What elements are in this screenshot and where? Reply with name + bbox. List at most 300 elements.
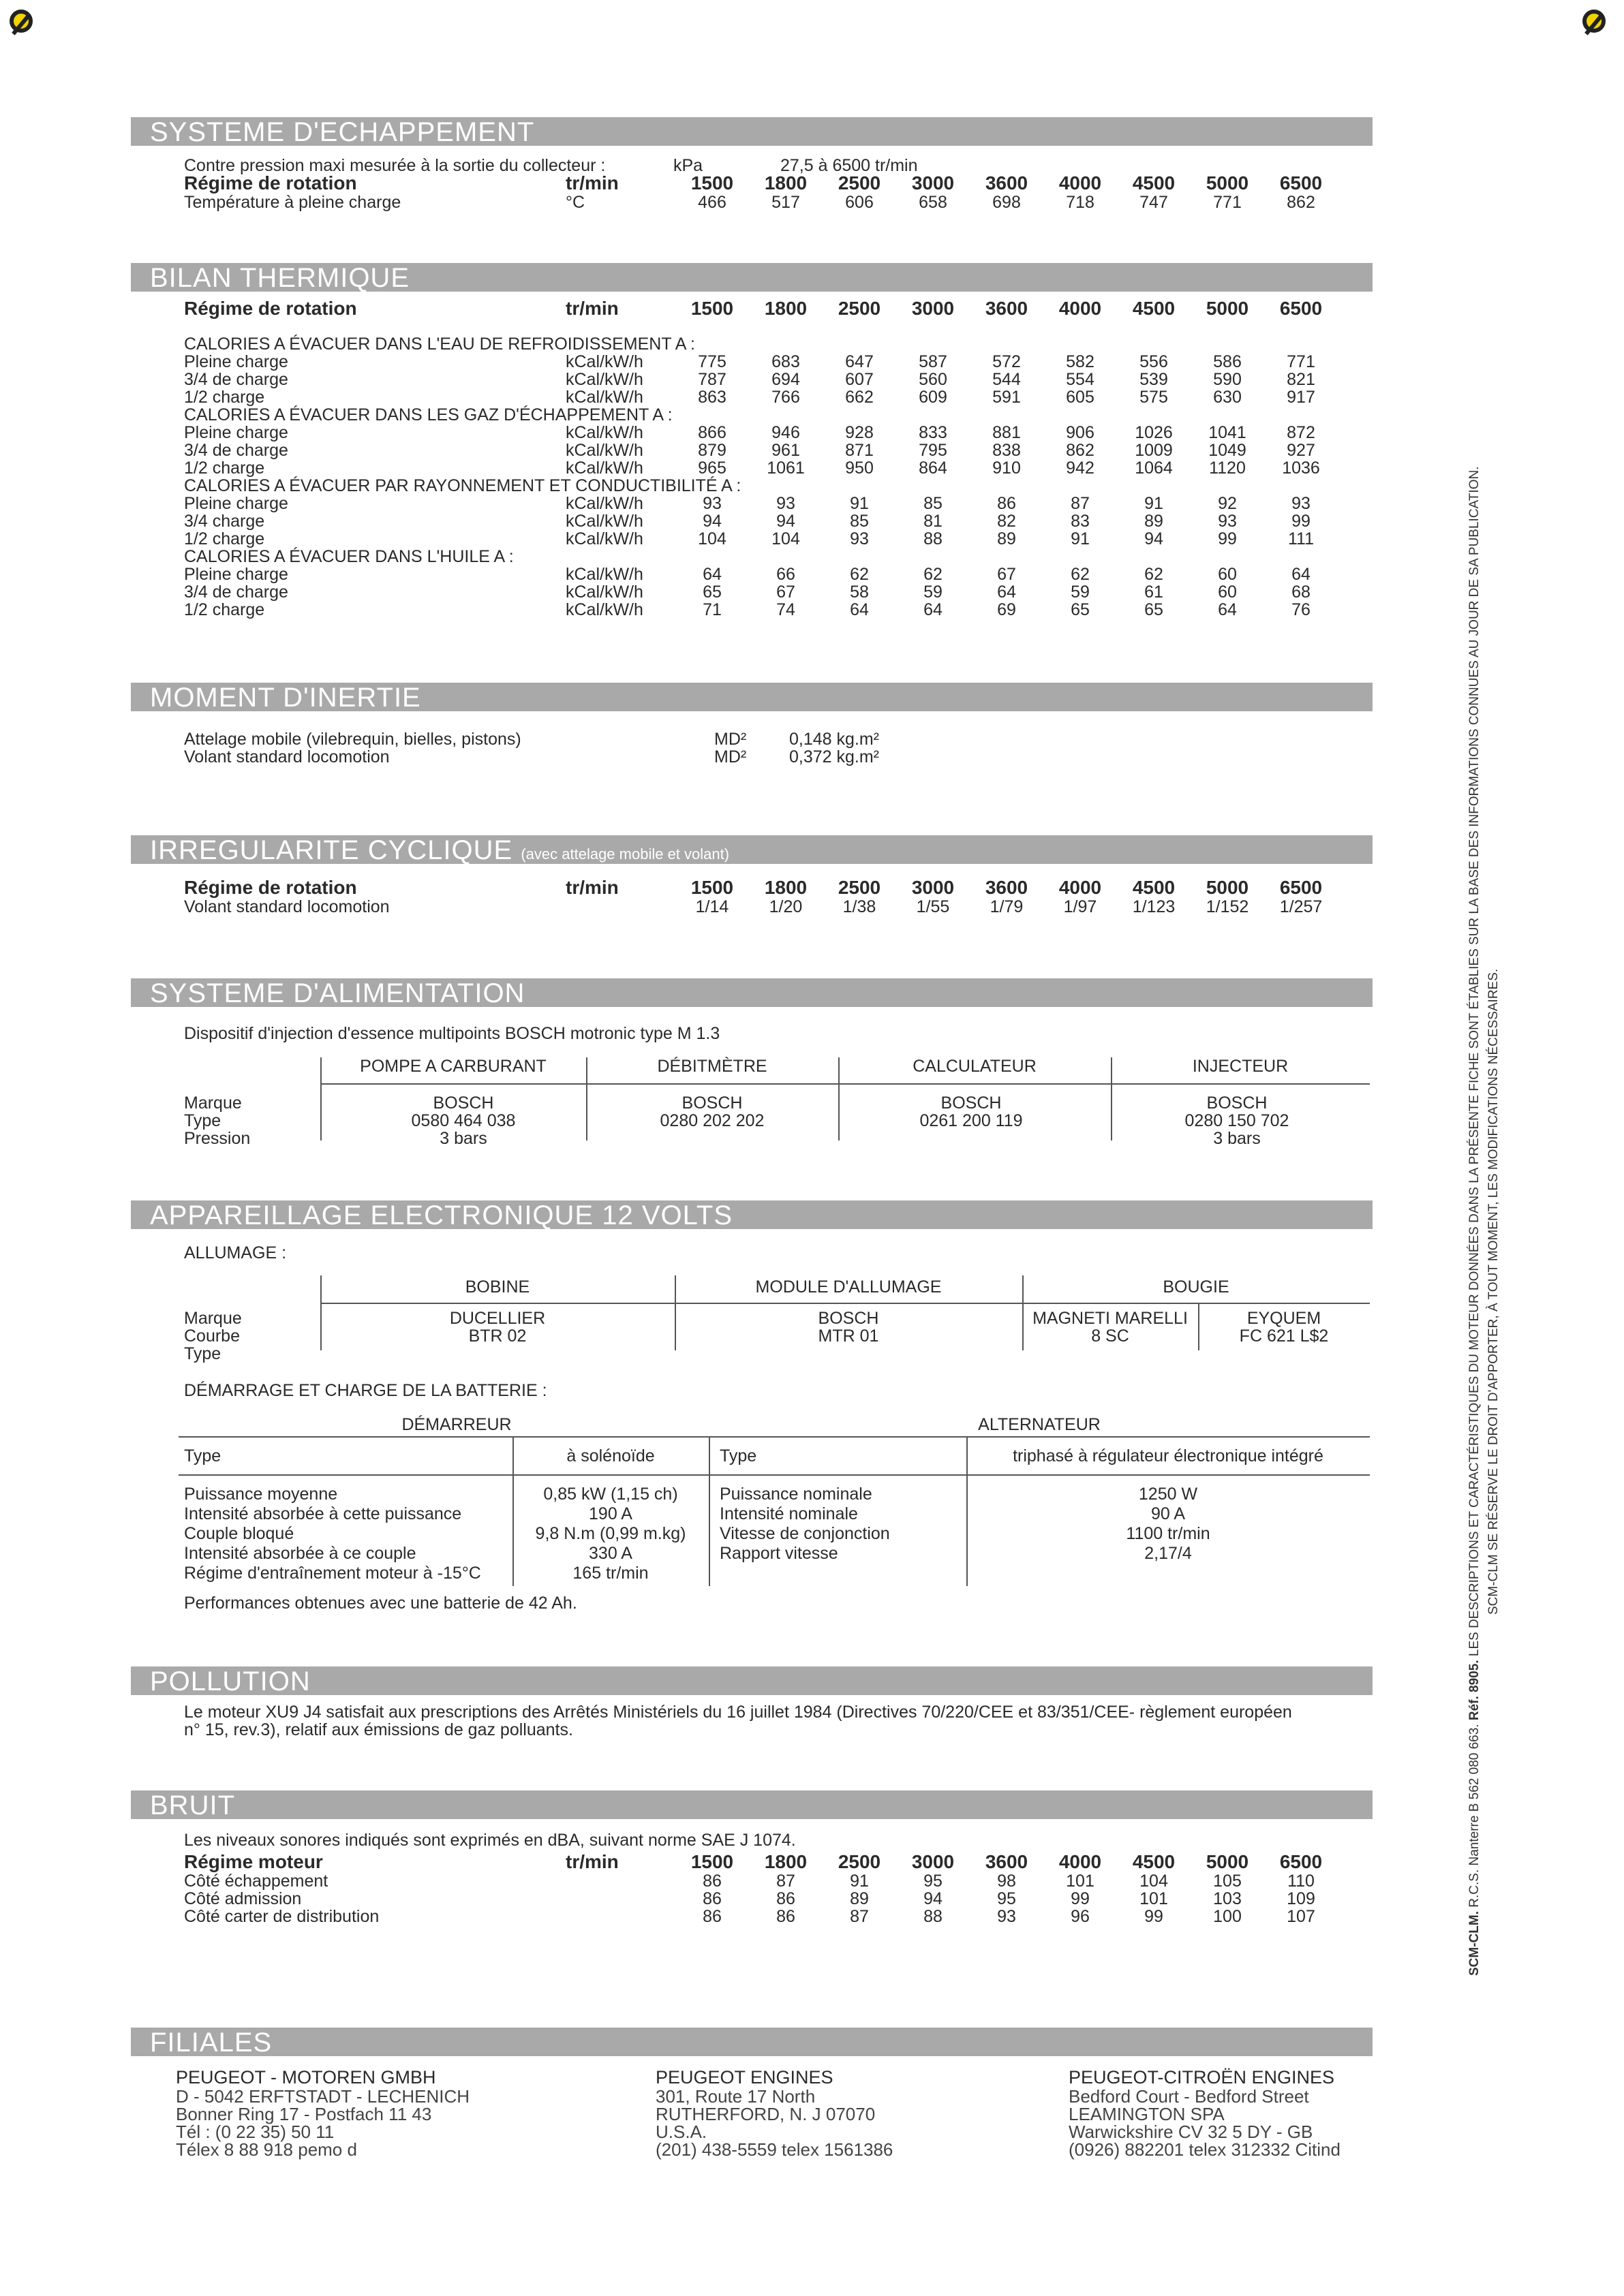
alternator-type-value: triphasé à régulateur électronique intégré — [1013, 1446, 1323, 1465]
temp-value: 466 — [698, 193, 726, 212]
thermal-row-label: Pleine charge — [184, 565, 288, 584]
thermal-value: 87 — [1071, 494, 1090, 513]
thermal-group-title: CALORIES A ÉVACUER DANS LES GAZ D'ÉCHAPPEMENT A : — [184, 405, 673, 424]
thermal-unit: kCal/kW/h — [566, 512, 643, 531]
thermal-value: 59 — [923, 583, 943, 602]
thermal-value: 575 — [1139, 388, 1168, 407]
rpm-value: 6500 — [1279, 172, 1323, 193]
alternator-row-value: 2,17/4 — [1144, 1544, 1192, 1563]
thermal-value: 1009 — [1135, 441, 1173, 460]
temp-value: 718 — [1066, 193, 1094, 212]
inertia-unit: MD² — [714, 730, 747, 749]
irregularity-value: 1/152 — [1206, 897, 1249, 916]
fuel-cell: 0280 202 202 — [660, 1111, 765, 1130]
rpm-value: 4500 — [1132, 877, 1176, 898]
section-title-main: IRREGULARITE CYCLIQUE — [150, 835, 513, 865]
thermal-value: 605 — [1066, 388, 1094, 407]
thermal-row-label: Pleine charge — [184, 423, 288, 442]
thermal-value: 99 — [1291, 512, 1311, 531]
rpm-value: 5000 — [1206, 172, 1249, 193]
thermal-value: 872 — [1287, 423, 1315, 442]
thermal-value: 61 — [1144, 583, 1163, 602]
ignition-row-label: Courbe — [184, 1327, 240, 1346]
section-subtitle: (avec attelage mobile et volant) — [521, 846, 730, 863]
starter-type-value: à solénoïde — [566, 1446, 655, 1465]
thermal-value: 64 — [1218, 600, 1237, 619]
rpm-value: 2500 — [838, 877, 881, 898]
thermal-value: 62 — [850, 565, 869, 584]
rpm-value: 3600 — [985, 877, 1028, 898]
rpm-value: 3000 — [911, 877, 955, 898]
alternator-row-label: Vitesse de conjonction — [720, 1524, 890, 1543]
rpm-value: 3000 — [911, 1851, 955, 1872]
temp-value: 698 — [992, 193, 1021, 212]
thermal-value: 65 — [1071, 600, 1090, 619]
thermal-value: 99 — [1218, 529, 1237, 548]
rpm-value: 6500 — [1279, 1851, 1323, 1872]
noise-value: 110 — [1287, 1872, 1315, 1891]
starter-row-label: Régime d'entraînement moteur à -15°C — [184, 1564, 481, 1583]
rpm-value: 1500 — [690, 877, 734, 898]
section-bar-noise — [131, 1790, 1373, 1819]
thermal-value: 88 — [923, 529, 943, 548]
rpm-value: 5000 — [1206, 1851, 1249, 1872]
thermal-unit: kCal/kW/h — [566, 529, 643, 548]
irregularity-value: 1/20 — [769, 897, 803, 916]
fuel-header: INJECTEUR — [1192, 1057, 1289, 1076]
regime-label: Régime moteur — [184, 1851, 323, 1872]
thermal-value: 586 — [1213, 352, 1242, 371]
fuel-header: DÉBITMÈTRE — [657, 1057, 767, 1076]
rpm-value: 4500 — [1132, 172, 1176, 193]
thermal-value: 683 — [771, 352, 800, 371]
thermal-row-label: 3/4 de charge — [184, 441, 288, 460]
thermal-value: 942 — [1066, 459, 1094, 478]
fuel-row-label: Pression — [184, 1129, 251, 1148]
thermal-value: 65 — [1144, 600, 1163, 619]
inertia-value: 0,148 kg.m² — [789, 730, 880, 749]
noise-value: 87 — [776, 1872, 795, 1891]
section-bar-inertia — [131, 683, 1373, 711]
subsidiary-line: (0926) 882201 telex 312332 Citind — [1069, 2139, 1340, 2160]
inertia-value: 0,372 kg.m² — [789, 747, 880, 766]
thermal-value: 64 — [703, 565, 722, 584]
noise-value: 101 — [1139, 1889, 1168, 1908]
noise-value: 93 — [997, 1907, 1016, 1926]
section-bar-subsidiaries — [131, 2028, 1373, 2056]
noise-row-label: Côté admission — [184, 1889, 302, 1908]
thermal-unit: kCal/kW/h — [566, 600, 643, 619]
thermal-value: 609 — [919, 388, 947, 407]
rpm-value: 5000 — [1206, 877, 1249, 898]
fuel-header: CALCULATEUR — [913, 1057, 1037, 1076]
subsidiary-line: Tél : (0 22 35) 50 11 — [176, 2122, 335, 2142]
rpm-value: 4000 — [1058, 298, 1102, 319]
thermal-value: 950 — [845, 459, 874, 478]
rpm-value: 2500 — [838, 1851, 881, 1872]
thermal-value: 62 — [1071, 565, 1090, 584]
alternator-title: ALTERNATEUR — [978, 1415, 1101, 1434]
thermal-value: 92 — [1218, 494, 1237, 513]
noise-value: 105 — [1213, 1872, 1242, 1891]
subsidiary-line: (201) 438-5559 telex 1561386 — [656, 2139, 893, 2160]
ignition-header-rule — [320, 1303, 1370, 1304]
thermal-value: 1026 — [1135, 423, 1173, 442]
thermal-value: 64 — [850, 600, 869, 619]
inertia-unit: MD² — [714, 747, 747, 766]
rpm-value: 6500 — [1279, 298, 1323, 319]
thermal-row-label: 1/2 charge — [184, 459, 265, 478]
starter-row-label: Couple bloqué — [184, 1524, 294, 1543]
thermal-value: 607 — [845, 370, 874, 389]
rpm-value: 6500 — [1279, 877, 1323, 898]
rpm-value: 3600 — [985, 1851, 1028, 1872]
rpm-value: 1500 — [690, 1851, 734, 1872]
fuel-cell: BOSCH — [940, 1093, 1002, 1113]
noise-value: 99 — [1071, 1889, 1090, 1908]
section-bar-electrical — [131, 1200, 1373, 1229]
subsidiary-name: PEUGEOT - MOTOREN GMBH — [176, 2067, 436, 2088]
rpm-value: 5000 — [1206, 298, 1249, 319]
noise-value: 98 — [997, 1872, 1016, 1891]
side-note-text: LES DESCRIPTIONS ET CARACTÉRISTIQUES DU MOTEUR DONNÉES DANS LA PRÉSENTE FICHE SONT ÉTABLIES SUR LA BASE DES INFORMATIONS CONNUES AU JOUR DE SA PUBLICATION. — [1467, 466, 1482, 1657]
thermal-group-title: CALORIES A ÉVACUER PAR RAYONNEMENT ET CONDUCTIBILITÉ A : — [184, 476, 741, 495]
charge-top-rule — [179, 1436, 1370, 1438]
thermal-value: 82 — [997, 512, 1016, 531]
thermal-value: 91 — [850, 494, 869, 513]
thermal-value: 838 — [992, 441, 1021, 460]
noise-value: 99 — [1144, 1907, 1163, 1926]
rpm-value: 4000 — [1058, 877, 1102, 898]
temp-value: 606 — [845, 193, 874, 212]
regime-unit: tr/min — [566, 298, 619, 319]
thermal-value: 590 — [1213, 370, 1242, 389]
corner-mark-icon — [1582, 10, 1606, 33]
thermal-value: 76 — [1291, 600, 1311, 619]
regime-unit: tr/min — [566, 1851, 619, 1872]
subsidiary-line: Bedford Court - Bedford Street — [1069, 2086, 1309, 2107]
thermal-value: 67 — [997, 565, 1016, 584]
alternator-row-value: 1250 W — [1138, 1485, 1198, 1504]
section-bar-pollution — [131, 1666, 1373, 1695]
noise-value: 101 — [1066, 1872, 1094, 1891]
irregularity-value: 1/79 — [990, 897, 1024, 916]
irregularity-value: 1/123 — [1132, 897, 1176, 916]
regime-label: Régime de rotation — [184, 298, 357, 319]
thermal-row-label: Pleine charge — [184, 352, 288, 371]
irregularity-value: 1/14 — [695, 897, 729, 916]
temp-value: 517 — [771, 193, 800, 212]
thermal-value: 94 — [1144, 529, 1163, 548]
thermal-value: 771 — [1287, 352, 1315, 371]
thermal-value: 89 — [1144, 512, 1163, 531]
starter-row-label: Intensité absorbée à cette puissance — [184, 1504, 462, 1523]
thermal-value: 591 — [992, 388, 1021, 407]
thermal-value: 93 — [776, 494, 795, 513]
subsidiary-line: 301, Route 17 North — [656, 2086, 816, 2107]
thermal-value: 928 — [845, 423, 874, 442]
section-title: SYSTEME D'ECHAPPEMENT — [150, 117, 535, 147]
noise-value: 100 — [1213, 1907, 1242, 1926]
thermal-row-label: 1/2 charge — [184, 388, 265, 407]
starter-row-value: 0,85 kW (1,15 ch) — [543, 1485, 678, 1504]
thermal-row-label: 3/4 charge — [184, 512, 265, 531]
rpm-value: 4500 — [1132, 1851, 1176, 1872]
alternator-type-label: Type — [720, 1446, 757, 1465]
battery-note: Performances obtenues avec une batterie de 42 Ah. — [184, 1594, 577, 1613]
irregularity-value: 1/38 — [842, 897, 876, 916]
thermal-value: 86 — [997, 494, 1016, 513]
thermal-value: 93 — [850, 529, 869, 548]
noise-value: 86 — [776, 1889, 795, 1908]
ignition-header: BOBINE — [465, 1277, 530, 1297]
thermal-row-label: 3/4 de charge — [184, 583, 288, 602]
ignition-cell: EYQUEM — [1246, 1309, 1321, 1328]
thermal-value: 85 — [850, 512, 869, 531]
regime-unit: tr/min — [566, 172, 619, 193]
subsidiary-name: PEUGEOT-CITROËN ENGINES — [1069, 2067, 1335, 2088]
section-bar-exhaust — [131, 117, 1373, 146]
thermal-value: 946 — [771, 423, 800, 442]
thermal-value: 864 — [919, 459, 947, 478]
thermal-value: 60 — [1218, 565, 1237, 584]
irregularity-label: Volant standard locomotion — [184, 897, 390, 916]
side-note-brand: SCM-CLM. — [1467, 1911, 1482, 1976]
thermal-value: 1036 — [1282, 459, 1320, 478]
thermal-value: 572 — [992, 352, 1021, 371]
ignition-cell: MTR 01 — [818, 1327, 879, 1346]
thermal-unit: kCal/kW/h — [566, 565, 643, 584]
thermal-value: 93 — [703, 494, 722, 513]
starter-row-value: 165 tr/min — [572, 1564, 649, 1583]
thermal-value: 58 — [850, 583, 869, 602]
pollution-text-line2: n° 15, rev.3), relatif aux émissions de gaz polluants. — [184, 1720, 573, 1739]
thermal-value: 81 — [923, 512, 943, 531]
thermal-value: 917 — [1287, 388, 1315, 407]
ignition-cell: MAGNETI MARELLI — [1032, 1309, 1188, 1328]
thermal-value: 65 — [703, 583, 722, 602]
starter-row-value: 190 A — [589, 1504, 632, 1523]
ignition-label: ALLUMAGE : — [184, 1243, 287, 1262]
noise-value: 87 — [850, 1907, 869, 1926]
thermal-value: 766 — [771, 388, 800, 407]
thermal-value: 556 — [1139, 352, 1168, 371]
alternator-row-label: Intensité nominale — [720, 1504, 858, 1523]
side-note-rcs: R.C.S. Nanterre B 562 080 663. — [1467, 1724, 1482, 1908]
starter-type-label: Type — [184, 1446, 221, 1465]
thermal-value: 94 — [703, 512, 722, 531]
thermal-value: 68 — [1291, 583, 1311, 602]
thermal-value: 91 — [1144, 494, 1163, 513]
thermal-value: 662 — [845, 388, 874, 407]
thermal-value: 1064 — [1135, 459, 1173, 478]
thermal-value: 64 — [923, 600, 943, 619]
thermal-value: 965 — [698, 459, 726, 478]
temp-value: 771 — [1213, 193, 1242, 212]
backpressure-value: 27,5 à 6500 tr/min — [780, 156, 918, 175]
noise-value: 86 — [703, 1889, 722, 1908]
temp-value: 747 — [1139, 193, 1168, 212]
fuel-header-rule — [320, 1083, 1370, 1085]
thermal-value: 795 — [919, 441, 947, 460]
rpm-value: 1800 — [764, 172, 808, 193]
thermal-value: 1049 — [1208, 441, 1246, 460]
thermal-value: 85 — [923, 494, 943, 513]
corner-mark-icon — [10, 10, 33, 33]
temp-value: 862 — [1287, 193, 1315, 212]
thermal-group-title: CALORIES A ÉVACUER DANS L'EAU DE REFROIDISSEMENT A : — [184, 335, 695, 354]
subsidiary-line: U.S.A. — [656, 2122, 707, 2142]
starter-title: DÉMARREUR — [401, 1415, 512, 1434]
rpm-value: 2500 — [838, 298, 881, 319]
ignition-header: MODULE D'ALLUMAGE — [755, 1277, 942, 1297]
noise-value: 91 — [850, 1872, 869, 1891]
thermal-value: 1041 — [1208, 423, 1246, 442]
subsidiary-name: PEUGEOT ENGINES — [656, 2067, 833, 2088]
side-note-ref: Réf. 8905. — [1467, 1660, 1482, 1721]
ignition-cell: 8 SC — [1091, 1327, 1129, 1346]
section-title: SYSTEME D'ALIMENTATION — [150, 978, 525, 1008]
section-title: MOMENT D'INERTIE — [150, 683, 421, 713]
charge-col-rule — [709, 1436, 710, 1586]
start-charge-label: DÉMARRAGE ET CHARGE DE LA BATTERIE : — [184, 1381, 547, 1400]
fuel-intro: Dispositif d'injection d'essence multipoints BOSCH motronic type M 1.3 — [184, 1024, 720, 1043]
section-title: FILIALES — [150, 2028, 273, 2058]
ignition-cell: FC 621 L$2 — [1239, 1327, 1329, 1346]
regime-label: Régime de rotation — [184, 877, 357, 898]
thermal-row-label: Pleine charge — [184, 494, 288, 513]
noise-value: 86 — [776, 1907, 795, 1926]
fuel-cell: 0261 200 119 — [919, 1111, 1023, 1130]
thermal-unit: kCal/kW/h — [566, 441, 643, 460]
starter-row-value: 330 A — [589, 1544, 632, 1563]
alternator-row-label: Rapport vitesse — [720, 1544, 838, 1563]
rpm-value: 4000 — [1058, 172, 1102, 193]
side-note-line1 — [1465, 375, 1484, 1976]
thermal-value: 91 — [1071, 529, 1090, 548]
thermal-value: 94 — [776, 512, 795, 531]
ignition-cell: DUCELLIER — [449, 1309, 546, 1328]
thermal-value: 582 — [1066, 352, 1094, 371]
ignition-row-label: Marque — [184, 1309, 242, 1328]
irregularity-value: 1/257 — [1279, 897, 1323, 916]
thermal-value: 64 — [997, 583, 1016, 602]
starter-row-label: Puissance moyenne — [184, 1485, 338, 1504]
ignition-cell: BOSCH — [818, 1309, 879, 1328]
thermal-value: 1061 — [767, 459, 805, 478]
thermal-row-label: 3/4 de charge — [184, 370, 288, 389]
thermal-value: 69 — [997, 600, 1016, 619]
rpm-value: 1500 — [690, 298, 734, 319]
noise-value: 109 — [1287, 1889, 1315, 1908]
thermal-unit: kCal/kW/h — [566, 459, 643, 478]
thermal-value: 62 — [923, 565, 943, 584]
thermal-value: 71 — [703, 600, 722, 619]
thermal-value: 910 — [992, 459, 1021, 478]
fuel-cell: 3 bars — [440, 1129, 487, 1148]
ignition-cell: BTR 02 — [468, 1327, 527, 1346]
noise-value: 107 — [1287, 1907, 1315, 1926]
thermal-value: 833 — [919, 423, 947, 442]
section-title: BILAN THERMIQUE — [150, 263, 410, 293]
rpm-value: 4500 — [1132, 298, 1176, 319]
thermal-value: 863 — [698, 388, 726, 407]
section-title: BRUIT — [150, 1790, 235, 1820]
starter-row-label: Intensité absorbée à ce couple — [184, 1544, 416, 1563]
thermal-value: 881 — [992, 423, 1021, 442]
thermal-value: 104 — [771, 529, 800, 548]
thermal-value: 62 — [1144, 565, 1163, 584]
temp-value: 658 — [919, 193, 947, 212]
thermal-value: 866 — [698, 423, 726, 442]
noise-row-label: Côté carter de distribution — [184, 1907, 380, 1926]
fuel-cell: 3 bars — [1213, 1129, 1261, 1148]
charge-type-rule — [179, 1474, 1370, 1476]
thermal-value: 93 — [1291, 494, 1311, 513]
thermal-row-label: 1/2 charge — [184, 529, 265, 548]
thermal-row-label: 1/2 charge — [184, 600, 265, 619]
thermal-value: 59 — [1071, 583, 1090, 602]
thermal-value: 862 — [1066, 441, 1094, 460]
irregularity-value: 1/97 — [1063, 897, 1097, 916]
fuel-row-label: Marque — [184, 1093, 242, 1113]
noise-value: 89 — [850, 1889, 869, 1908]
pollution-text-line1: Le moteur XU9 J4 satisfait aux prescriptions des Arrêtés Ministériels du 16 juillet 1984 (Directives 70/220/CEE et 83/351/CEE- règlement européen — [184, 1703, 1292, 1722]
rpm-value: 3000 — [911, 172, 955, 193]
thermal-value: 89 — [997, 529, 1016, 548]
thermal-unit: kCal/kW/h — [566, 423, 643, 442]
rpm-value: 1500 — [690, 172, 734, 193]
rpm-value: 1800 — [764, 1851, 808, 1872]
noise-value: 86 — [703, 1872, 722, 1891]
alternator-row-value: 1100 tr/min — [1126, 1524, 1210, 1543]
thermal-value: 67 — [776, 583, 795, 602]
noise-row-label: Côté échappement — [184, 1872, 328, 1891]
thermal-unit: kCal/kW/h — [566, 583, 643, 602]
thermal-value: 694 — [771, 370, 800, 389]
thermal-unit: kCal/kW/h — [566, 388, 643, 407]
fuel-cell: 0280 150 702 — [1184, 1111, 1289, 1130]
rpm-value: 3000 — [911, 298, 955, 319]
fuel-row-label: Type — [184, 1111, 221, 1130]
rpm-value: 1800 — [764, 298, 808, 319]
thermal-unit: kCal/kW/h — [566, 494, 643, 513]
thermal-unit: kCal/kW/h — [566, 352, 643, 371]
subsidiary-line: D - 5042 ERFTSTADT - LECHENICH — [176, 2086, 470, 2107]
thermal-value: 821 — [1287, 370, 1315, 389]
alternator-row-value: 90 A — [1150, 1504, 1186, 1523]
thermal-value: 879 — [698, 441, 726, 460]
temp-unit: °C — [566, 193, 585, 212]
noise-value: 104 — [1139, 1872, 1168, 1891]
subsidiary-line: RUTHERFORD, N. J 07070 — [656, 2104, 876, 2124]
thermal-value: 906 — [1066, 423, 1094, 442]
section-bar-irregularity — [131, 835, 1373, 864]
inertia-label: Volant standard locomotion — [184, 747, 390, 766]
backpressure-label: Contre pression maxi mesurée à la sortie du collecteur : — [184, 156, 606, 175]
thermal-value: 961 — [771, 441, 800, 460]
section-title — [150, 835, 729, 864]
noise-value: 95 — [997, 1889, 1016, 1908]
noise-value: 96 — [1071, 1907, 1090, 1926]
section-bar-fuel — [131, 978, 1373, 1007]
ignition-header: BOUGIE — [1163, 1277, 1229, 1297]
section-title: APPAREILLAGE ELECTRONIQUE 12 VOLTS — [150, 1200, 733, 1230]
noise-value: 103 — [1213, 1889, 1242, 1908]
subsidiary-line: LEAMINGTON SPA — [1069, 2104, 1225, 2124]
thermal-value: 104 — [698, 529, 726, 548]
fuel-cell: BOSCH — [681, 1093, 743, 1113]
